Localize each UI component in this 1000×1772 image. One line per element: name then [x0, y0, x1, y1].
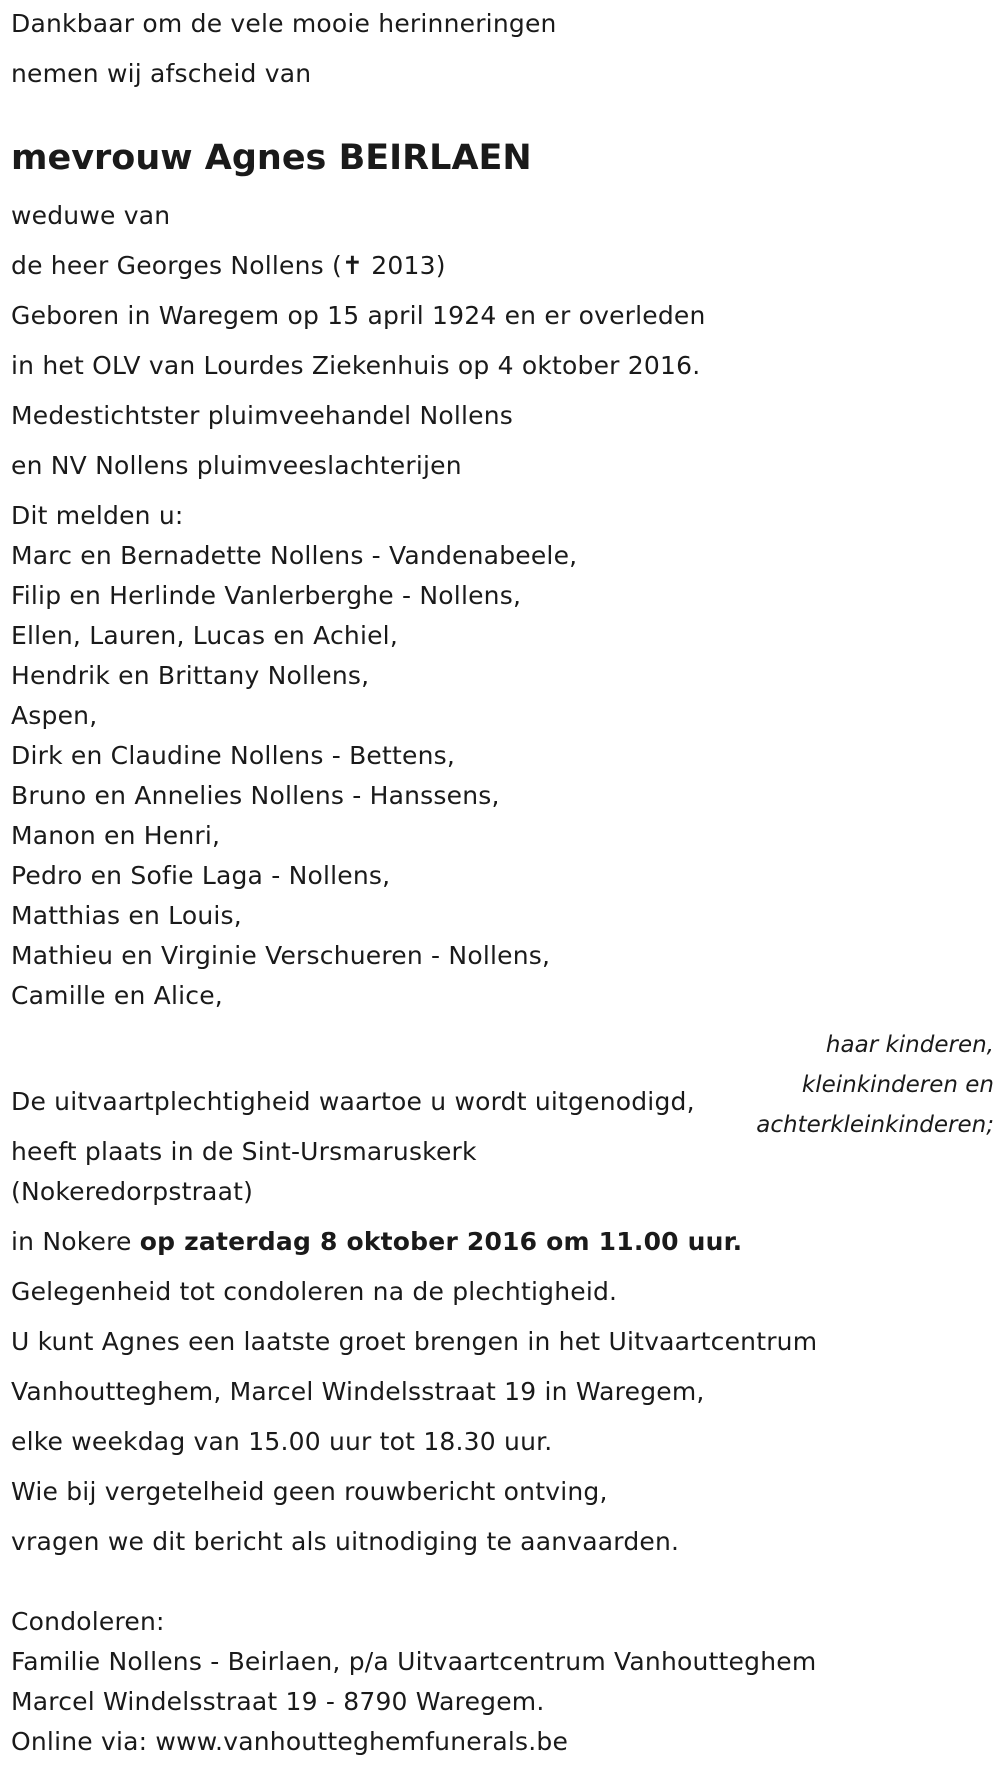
- family-name-line: Filip en Herlinde Vanlerberghe - Nollens,: [11, 581, 522, 610]
- ceremony-place: in Nokere: [11, 1227, 140, 1256]
- detail-line: vragen we dit bericht als uitnodiging te aanvaarden.: [11, 1527, 680, 1556]
- family-name-line: Dirk en Claudine Nollens - Bettens,: [11, 741, 456, 770]
- condolences-line: Familie Nollens - Beirlaen, p/a Uitvaartcentrum Vanhoutteghem: [11, 1647, 817, 1676]
- intro-line: Dankbaar om de vele mooie herinneringen: [11, 9, 557, 38]
- relation-line: kleinkinderen en: [801, 1072, 994, 1098]
- family-name-line: Bruno en Annelies Nollens - Hanssens,: [11, 781, 500, 810]
- ceremony-line: De uitvaartplechtigheid waartoe u wordt uitgenodigd,: [11, 1087, 695, 1116]
- family-name-line: Hendrik en Brittany Nollens,: [11, 661, 370, 690]
- announce-heading: Dit melden u:: [11, 501, 184, 530]
- relation-line: achterkleinkinderen;: [756, 1112, 994, 1138]
- detail-line: Gelegenheid tot condoleren na de plechtigheid.: [11, 1277, 618, 1306]
- condolences-heading: Condoleren:: [11, 1607, 165, 1636]
- detail-line: elke weekdag van 15.00 uur tot 18.30 uur.: [11, 1427, 553, 1456]
- family-name-line: Manon en Henri,: [11, 821, 221, 850]
- family-name-line: Mathieu en Virginie Verschueren - Nollens,: [11, 941, 551, 970]
- ceremony-line: (Nokeredorpstraat): [11, 1177, 254, 1206]
- family-name-line: Camille en Alice,: [11, 981, 223, 1010]
- bio-line: in het OLV van Lourdes Ziekenhuis op 4 oktober 2016.: [11, 351, 701, 380]
- detail-line: Wie bij vergetelheid geen rouwbericht ontving,: [11, 1477, 608, 1506]
- bio-line: de heer Georges Nollens (✝ 2013): [11, 251, 446, 280]
- family-name-line: Aspen,: [11, 701, 98, 730]
- detail-line: Vanhoutteghem, Marcel Windelsstraat 19 in Waregem,: [11, 1377, 705, 1406]
- family-name-line: Ellen, Lauren, Lucas en Achiel,: [11, 621, 398, 650]
- bio-line: en NV Nollens pluimveeslachterijen: [11, 451, 462, 480]
- intro-line: nemen wij afscheid van: [11, 59, 312, 88]
- condolences-website[interactable]: Online via: www.vanhoutteghemfunerals.be: [11, 1727, 569, 1756]
- ceremony-date: op zaterdag 8 oktober 2016 om 11.00 uur.: [139, 1227, 743, 1256]
- bio-line: weduwe van: [11, 201, 171, 230]
- condolences-line: Marcel Windelsstraat 19 - 8790 Waregem.: [11, 1687, 545, 1716]
- ceremony-date-line: [11, 1227, 742, 1257]
- detail-line: U kunt Agnes een laatste groet brengen in het Uitvaartcentrum: [11, 1327, 818, 1356]
- ceremony-line: heeft plaats in de Sint-Ursmaruskerk: [11, 1137, 477, 1166]
- family-name-line: Marc en Bernadette Nollens - Vandenabeele,: [11, 541, 578, 570]
- family-name-line: Pedro en Sofie Laga - Nollens,: [11, 861, 391, 890]
- deceased-name: mevrouw Agnes BEIRLAEN: [11, 138, 532, 178]
- relation-line: haar kinderen,: [825, 1032, 994, 1058]
- family-name-line: Matthias en Louis,: [11, 901, 242, 930]
- bio-line: Geboren in Waregem op 15 april 1924 en er overleden: [11, 301, 706, 330]
- bio-line: Medestichtster pluimveehandel Nollens: [11, 401, 514, 430]
